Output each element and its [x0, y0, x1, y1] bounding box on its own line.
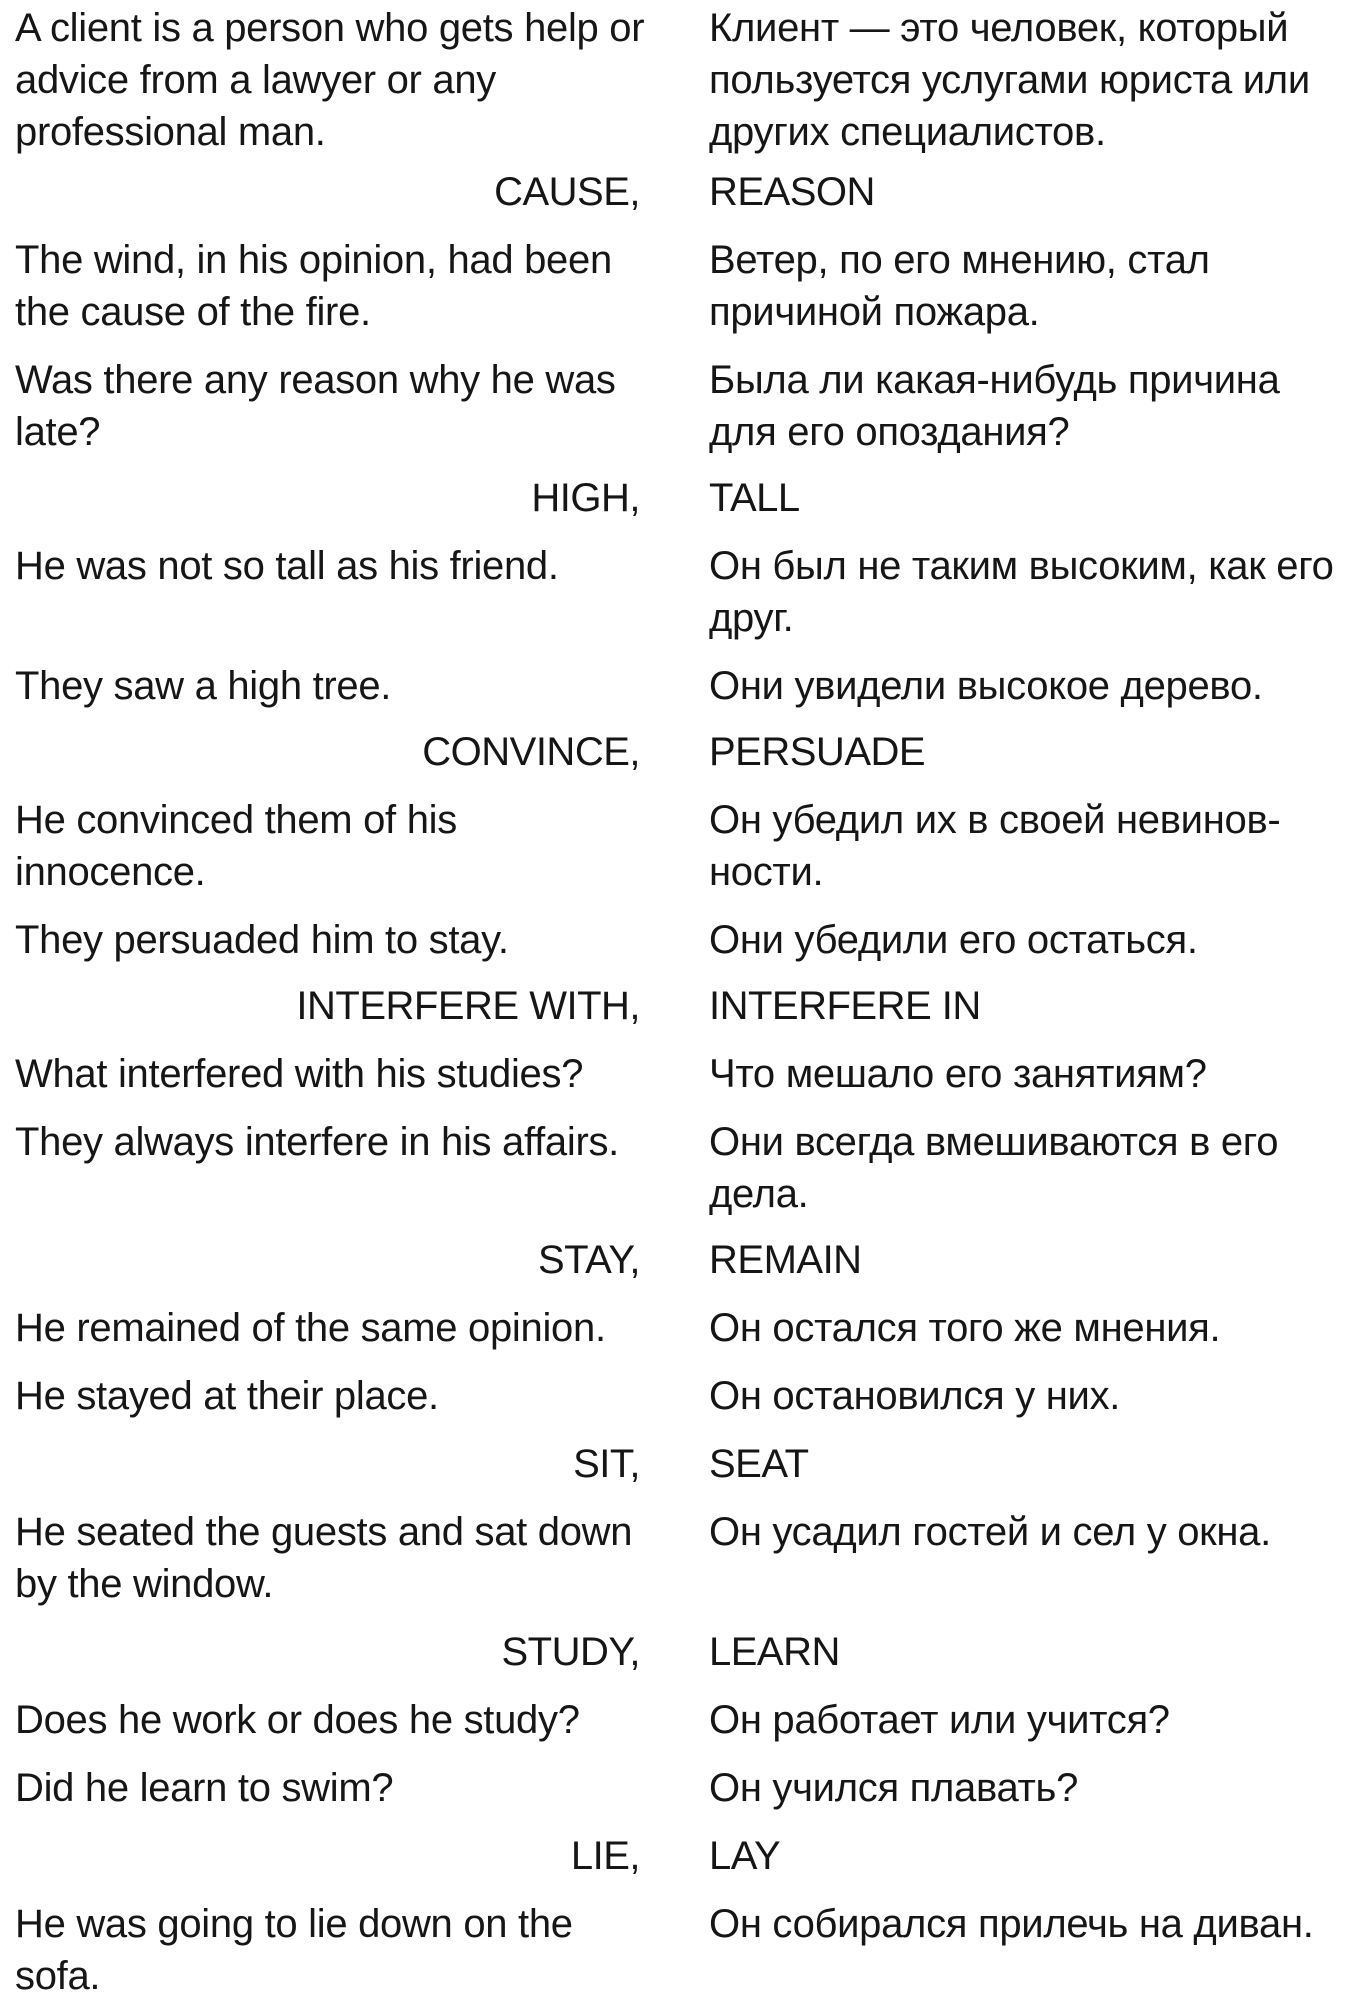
headword-ru: LEARN [709, 1630, 840, 1674]
example-ru: Он собирался прилечь на диван. [709, 1902, 1314, 1946]
example-ru: Он остался того же мнения. [709, 1306, 1221, 1350]
headword-ru: REASON [709, 170, 875, 214]
headword-en: INTERFERE WITH, [296, 984, 640, 1028]
headword-en: STUDY, [501, 1630, 640, 1674]
example-en: He seated the guests and sat down by the window. [15, 1510, 633, 1606]
example-en: They always interfere in his affairs. [15, 1120, 619, 1164]
example-ru: Он был не таким высоким, как его друг. [709, 544, 1334, 640]
headword-ru: TALL [709, 476, 800, 520]
example-en: Was there any reason why he was late? [15, 358, 616, 454]
example-en: He was going to lie down on the sofa. [15, 1902, 573, 1998]
example-en: He convinced them of his innocence. [15, 798, 457, 894]
example-ru: Они увидели высокое дерево. [709, 664, 1263, 708]
headword-en: STAY, [538, 1238, 640, 1282]
intro-en: A client is a person who gets help or advice from a lawyer or any professional man. [15, 6, 645, 154]
example-ru: Он усадил гостей и сел у окна. [709, 1510, 1271, 1554]
headword-en: CONVINCE, [422, 730, 640, 774]
example-ru: Они всегда вмешиваются в его дела. [709, 1120, 1279, 1216]
headword-en: LIE, [570, 1834, 640, 1878]
headword-ru: REMAIN [709, 1238, 862, 1282]
headword-ru: PERSUADE [709, 730, 926, 774]
example-ru: Он остановился у них. [709, 1374, 1121, 1418]
headword-ru: LAY [709, 1834, 781, 1878]
example-ru: Они убедили его остаться. [709, 918, 1198, 962]
example-ru: Он учился плавать? [709, 1766, 1079, 1810]
example-ru: Он работает или учится? [709, 1698, 1170, 1742]
headword-en: HIGH, [531, 476, 640, 520]
example-en: He stayed at their place. [15, 1374, 439, 1418]
example-en: He remained of the same opinion. [15, 1306, 606, 1350]
example-ru: Была ли какая-нибудь причина для его опоздания? [709, 358, 1280, 454]
example-en: They saw a high tree. [15, 664, 392, 708]
example-en: The wind, in his opinion, had been the cause of the fire. [15, 238, 612, 334]
headword-en: CAUSE, [494, 170, 640, 214]
example-en: What interfered with his studies? [15, 1052, 584, 1096]
headword-ru: INTERFERE IN [709, 984, 981, 1028]
example-ru: Ветер, по его мнению, стал причиной пожара. [709, 238, 1210, 334]
example-ru: Что мешало его занятиям? [709, 1052, 1207, 1096]
example-en: Does he work or does he study? [15, 1698, 580, 1742]
example-en: Did he learn to swim? [15, 1766, 394, 1810]
headword-ru: SEAT [709, 1442, 809, 1486]
example-en: He was not so tall as his friend. [15, 544, 559, 588]
example-en: They persuaded him to stay. [15, 918, 509, 962]
example-ru: Он убедил их в своей невинов-ности. [709, 798, 1281, 894]
intro-ru: Клиент — это человек, который пользуется услугами юриста или других специалистов. [709, 6, 1310, 154]
headword-en: SIT, [573, 1442, 640, 1486]
